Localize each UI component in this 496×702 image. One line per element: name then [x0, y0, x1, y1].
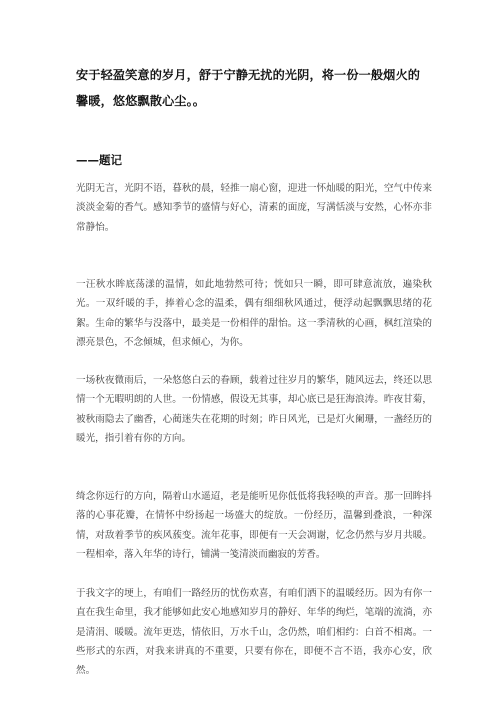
- epigraph-heading: ——题记: [76, 153, 122, 167]
- paragraph-2: 一汪秋水眸底荡漾的温情，如此地勃然可待；恍如只一瞬，即可肆意流放，遍染秋光。一双纤暖的手，捧着心念的温柔，偶有细细秋风通过，便浮动起飘飘思绪的花絮。生命的繁华与没落中，最美是一份相伴的甜怡。这一季清秋的心画，枫红渲染的漂亮景色，不念倾城，但求倾心，为你。: [76, 279, 432, 348]
- document-page: [76, 62, 432, 677]
- paragraph-5: 于我文字的埂上，有咱们一路经历的忧伤欢喜，有咱们洒下的温暖经历。因为有你一直在我生命里，我才能够如此安心地感知岁月的静好、年华的绚烂，笔端的流淌，亦是清涓、暖暖。流年更迭，情依旧，万水千山，念仍然，咱们相约：白首不相离。一些形式的东西，对我来讲真的不重要，只要有你在，即便不言不语，我亦心安，欣然。: [76, 588, 432, 677]
- document-title: 安于轻盈笑意的岁月，舒于宁静无扰的光阴，将一份一般烟火的馨暖，悠悠飘散心尘。。: [76, 68, 421, 108]
- paragraph-4: 绮念你远行的方向，隔着山水遥迢，老是能听见你低低将我轻唤的声音。那一回眸抖落的心事花瓣，在情怀中纷扬起一场盛大的绽放。一份经历，温馨到叠浪，一种深情，对敌着季节的疾风蔟变。流年花事，即便有一天会凋谢，忆念仍然与岁月共暖。一程相牵，落入年华的诗行，铺满一笺清淡而幽寂的芳香。: [76, 491, 432, 560]
- paragraph-3: 一场秋夜微雨后，一朵悠悠白云的眷顾，载着过往岁月的繁华，随风远去，终还以思情一个无暇明朗的人世。一份情感，假设无其事，却心底已是狂海浪涛。昨夜甘菊，被秋雨隐去了幽香，心蔺迷失在花期的时刻；昨日风光，已是灯火阑珊，一盏经历的暖光，指引着有你的方向。: [76, 375, 432, 444]
- paragraph-1: 光阴无言，光阴不语，暮秋的晨，轻推一扇心窗，迎进一怀灿暖的阳光，空气中传来淡淡金菊的香气。感知季节的盛情与好心，清素的面庞，写满恬淡与安然，心怀亦非常静怡。: [76, 183, 432, 233]
